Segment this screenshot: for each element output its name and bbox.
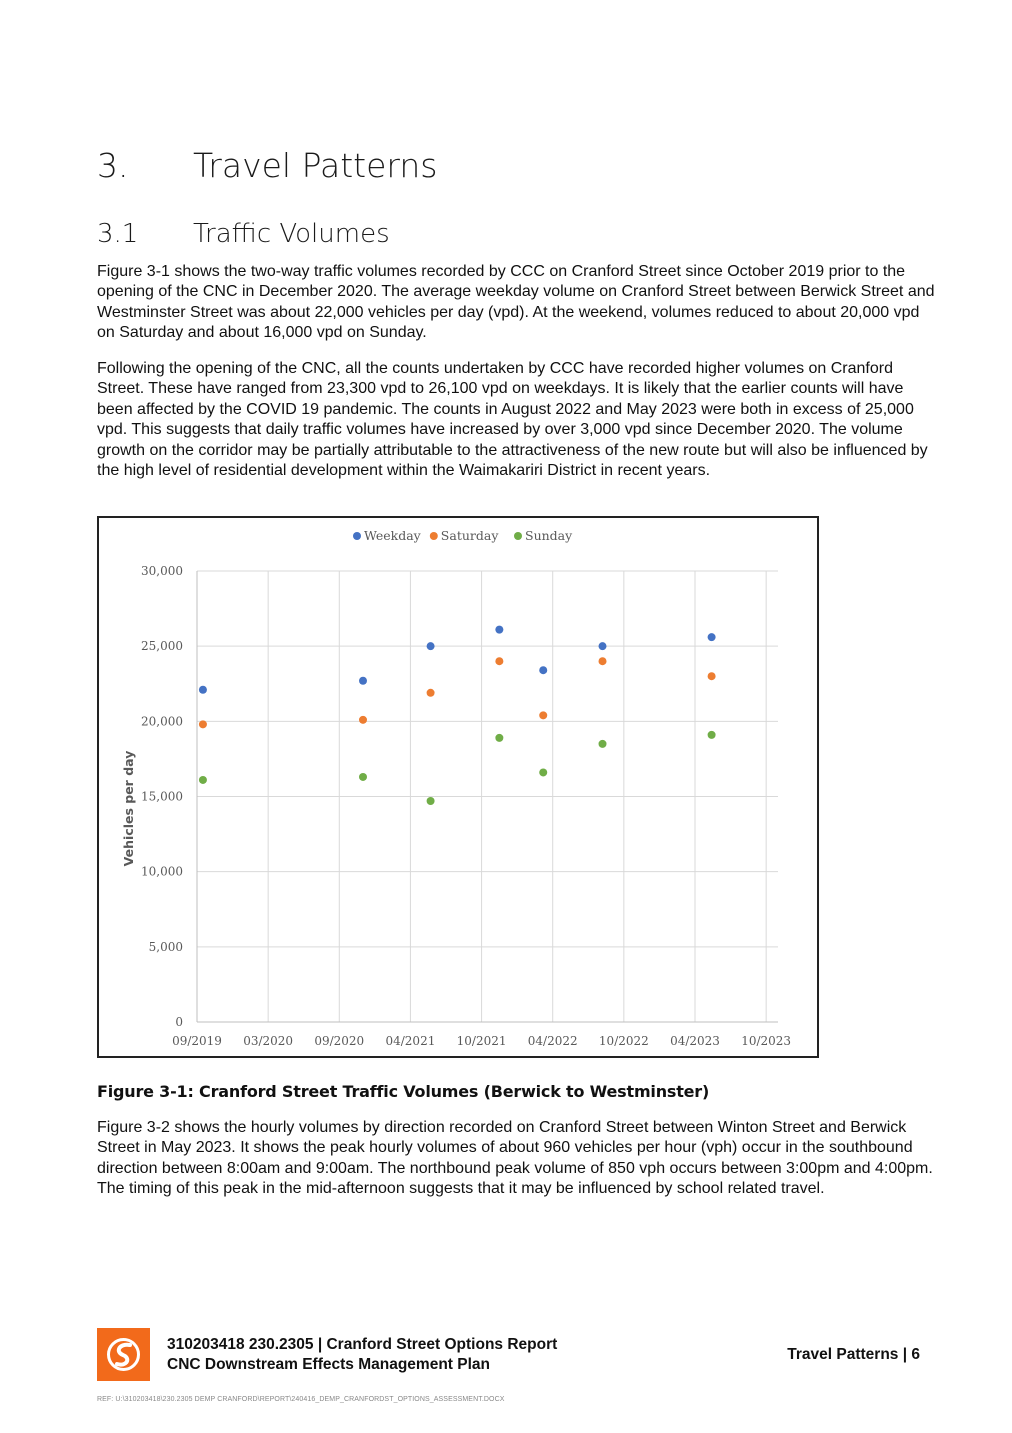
footer-reference: REF: U:\310203418\230.2305 DEMP CRANFORD\REPORT\240416_DEMP_CRANFORDST_OPTIONS_ASSESSMENT.DOCX: [97, 1396, 505, 1403]
y-tick-label: 20,000: [141, 714, 183, 729]
logo-icon: [97, 1328, 150, 1381]
saturday-point: [359, 716, 367, 724]
x-tick-label: 09/2019: [172, 1034, 222, 1048]
sunday-point: [708, 731, 716, 739]
figure-caption: Figure 3-1: Cranford Street Traffic Volumes (Berwick to Westminster): [97, 1082, 710, 1101]
weekday-legend-marker: [353, 532, 361, 540]
weekday-point: [427, 642, 435, 650]
saturday-point: [199, 720, 207, 728]
sunday-point: [359, 773, 367, 781]
saturday-point: [539, 711, 547, 719]
saturday-point: [427, 689, 435, 697]
footer-plan-title: CNC Downstream Effects Management Plan: [167, 1356, 490, 1373]
x-tick-label: 10/2022: [598, 1034, 649, 1048]
x-tick-label: 03/2020: [243, 1034, 294, 1048]
section-title: Travel Patterns: [193, 146, 438, 185]
weekday-point: [539, 666, 547, 674]
footer-report-title: 310203418 230.2305 | Cranford Street Options Report: [167, 1336, 558, 1353]
paragraph-1: Figure 3-1 shows the two-way traffic volumes recorded by CCC on Cranford Street since October 2019 prior to the opening of the CNC in December 2020. The average weekday volume on Cranford Street between Berwick Street and Westminster Street was about 22,000 vehicles per day (vpd). At the weekend, volumes reduced to about 20,000 vpd on Saturday and about 16,000 vpd on Sunday.: [97, 263, 935, 342]
sunday-point: [539, 768, 547, 776]
saturday-point: [708, 672, 716, 680]
sunday-point: [427, 797, 435, 805]
y-tick-label: 25,000: [141, 639, 183, 654]
sunday-legend-marker: [514, 532, 522, 540]
y-axis-title: Vehicles per day: [121, 750, 136, 867]
section-number: 3.: [97, 146, 129, 185]
weekday-legend-label: Weekday: [364, 528, 421, 543]
chart-canvas: [99, 518, 817, 1056]
x-tick-label: 09/2020: [314, 1034, 365, 1048]
sunday-point: [599, 740, 607, 748]
y-tick-label: 5,000: [148, 939, 183, 954]
saturday-legend-marker: [430, 532, 438, 540]
weekday-point: [599, 642, 607, 650]
traffic-volume-chart: [97, 516, 819, 1058]
y-tick-label: 10,000: [141, 864, 183, 879]
weekday-point: [199, 686, 207, 694]
sunday-legend-label: Sunday: [525, 528, 573, 543]
x-tick-label: 04/2023: [670, 1034, 720, 1048]
y-tick-label: 15,000: [141, 789, 183, 804]
y-tick-label: 30,000: [141, 564, 183, 578]
saturday-point: [599, 657, 607, 665]
weekday-point: [708, 633, 716, 641]
saturday-legend-label: Saturday: [440, 528, 499, 543]
subsection-number: 3.1: [97, 219, 139, 249]
x-tick-label: 10/2023: [741, 1034, 792, 1048]
x-tick-label: 10/2021: [456, 1034, 507, 1048]
weekday-point: [495, 626, 503, 634]
x-tick-label: 04/2021: [385, 1034, 436, 1048]
company-logo: [97, 1328, 150, 1381]
sunday-point: [199, 776, 207, 784]
saturday-point: [495, 657, 503, 665]
paragraph-3: Figure 3-2 shows the hourly volumes by direction recorded on Cranford Street between Winton Street and Berwick Street in May 2023. It shows the peak hourly volumes of about 960 vehicles per hour (vph) occur in the southbound direction between 8:00am and 9:00am. The northbound peak volume of 850 vph occurs between 3:00pm and 4:00pm. The timing of this peak in the mid-afternoon suggests that it may be influenced by school related travel.: [97, 1119, 933, 1198]
paragraph-2: Following the opening of the CNC, all the counts undertaken by CCC have recorded higher volumes on Cranford Street. These have ranged from 23,300 vpd to 26,100 vpd on weekdays. It is likely that the earlier counts will have been affected by the COVID 19 pandemic. The counts in August 2022 and May 2023 were both in excess of 25,000 vpd. This suggests that daily traffic volumes have increased by over 3,000 vpd since December 2020. The volume growth on the corridor may be partially attributable to the attractiveness of the new route but will also be influenced by the high level of residential development within the Waimakariri District in recent years.: [97, 360, 928, 480]
sunday-point: [495, 734, 503, 742]
x-tick-label: 04/2022: [527, 1034, 578, 1048]
y-tick-label: 0: [175, 1015, 183, 1029]
subsection-title: Traffic Volumes: [193, 219, 390, 249]
footer-page-label: Travel Patterns | 6: [787, 1346, 920, 1363]
weekday-point: [359, 677, 367, 685]
